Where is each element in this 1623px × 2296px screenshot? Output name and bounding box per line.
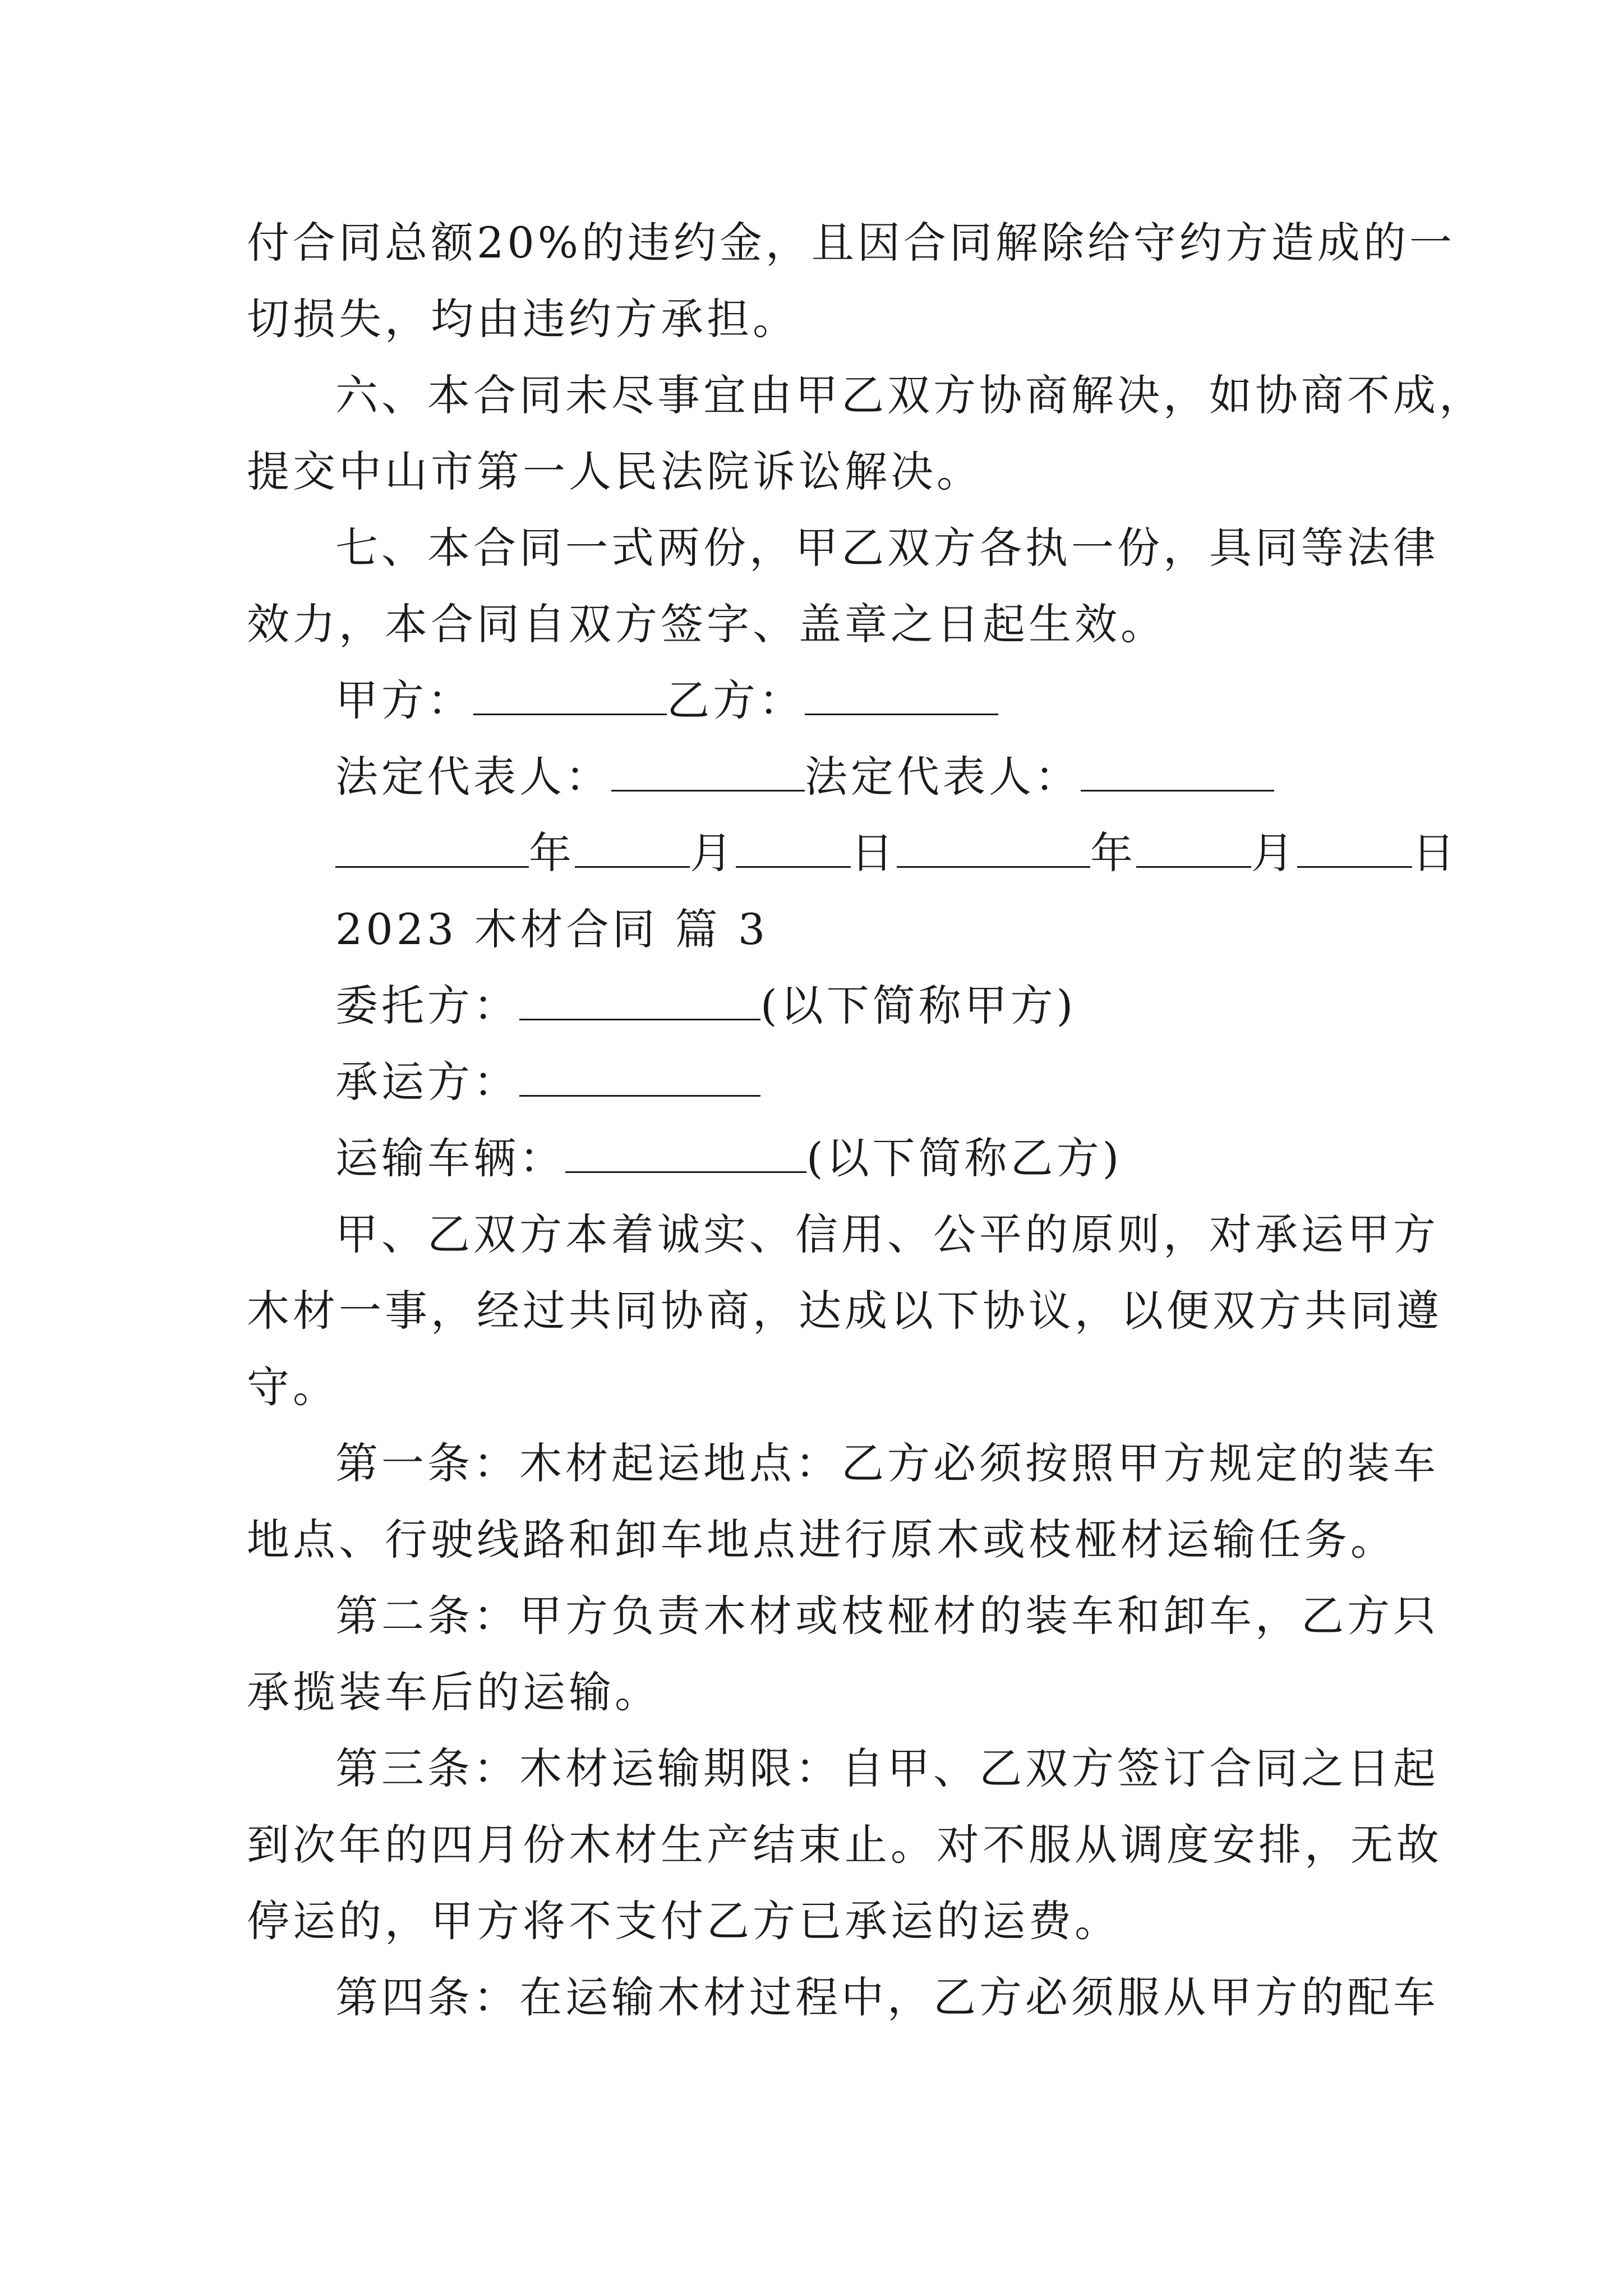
paragraph-line: 甲、乙双方本着诚实、信用、公平的原则，对承运甲方 [335, 1209, 1439, 1259]
year-label: 年 [1090, 828, 1136, 878]
year-b-blank [897, 829, 1090, 868]
month-label: 月 [1251, 828, 1297, 878]
month-b-blank [1136, 829, 1251, 868]
text-line: 切损失，均由违约方承担。 [247, 294, 799, 344]
legal-rep-a-blank [611, 753, 805, 792]
vehicle-label: 运输车辆： [335, 1133, 565, 1183]
text-line: 效力，本合同自双方签字、盖章之日起生效。 [247, 599, 1166, 649]
year-a-blank [335, 829, 529, 868]
client-suffix: (以下简称甲方) [760, 981, 1077, 1030]
paragraph-line: 停运的，甲方将不支付乙方已承运的运费。 [247, 1896, 1121, 1946]
section-title: 2023 木材合同 篇 3 [335, 904, 769, 954]
party-a-label: 甲方： [335, 675, 473, 725]
article-one: 第一条：木材起运地点：乙方必须按照甲方规定的装车 [335, 1438, 1439, 1488]
party-a-blank [473, 677, 667, 715]
signature-parties-row [335, 674, 998, 728]
legal-rep-a-label: 法定代表人： [335, 752, 611, 802]
paragraph-line: 守。 [247, 1362, 339, 1412]
clause-six: 六、本合同未尽事宜由甲乙双方协商解决，如协商不成， [335, 370, 1485, 420]
legal-rep-b-label: 法定代表人： [805, 752, 1081, 802]
client-row [335, 979, 1076, 1033]
text-line: 提交中山市第一人民法院诉讼解决。 [247, 447, 983, 496]
clause-seven: 七、本合同一式两份，甲乙双方各执一份，具同等法律 [335, 523, 1439, 573]
date-row [335, 826, 1458, 880]
month-label: 月 [690, 828, 736, 878]
legal-rep-b-blank [1081, 753, 1274, 792]
paragraph-line: 承揽装车后的运输。 [247, 1667, 661, 1717]
party-b-label: 乙方： [667, 675, 805, 725]
carrier-blank [519, 1058, 760, 1097]
carrier-label: 承运方： [335, 1057, 519, 1107]
year-label: 年 [529, 828, 575, 878]
paragraph-line: 木材一事，经过共同协商，达成以下协议，以便双方共同遵 [247, 1286, 1442, 1336]
day-b-blank [1297, 829, 1412, 868]
client-blank [519, 982, 760, 1020]
article-two: 第二条：甲方负责木材或枝桠材的装车和卸车，乙方只 [335, 1591, 1439, 1641]
vehicle-row [335, 1131, 1122, 1185]
legal-rep-row [335, 750, 1274, 804]
month-a-blank [575, 829, 690, 868]
party-b-blank [805, 677, 998, 715]
client-label: 委托方： [335, 981, 519, 1030]
article-four: 第四条：在运输木材过程中，乙方必须服从甲方的配车 [335, 1972, 1439, 2022]
text-line: 付合同总额20%的违约金，且因合同解除给守约方造成的一 [247, 218, 1455, 268]
paragraph-line: 到次年的四月份木材生产结束止。对不服从调度安排，无故 [247, 1820, 1442, 1870]
article-three: 第三条：木材运输期限：自甲、乙双方签订合同之日起 [335, 1743, 1439, 1793]
day-a-blank [736, 829, 851, 868]
vehicle-suffix: (以下简称乙方) [806, 1133, 1123, 1183]
day-label: 日 [1412, 828, 1458, 878]
day-label: 日 [851, 828, 897, 878]
paragraph-line: 地点、行驶线路和卸车地点进行原木或枝桠材运输任务。 [247, 1515, 1396, 1565]
vehicle-blank [565, 1134, 806, 1173]
carrier-row [335, 1055, 760, 1109]
